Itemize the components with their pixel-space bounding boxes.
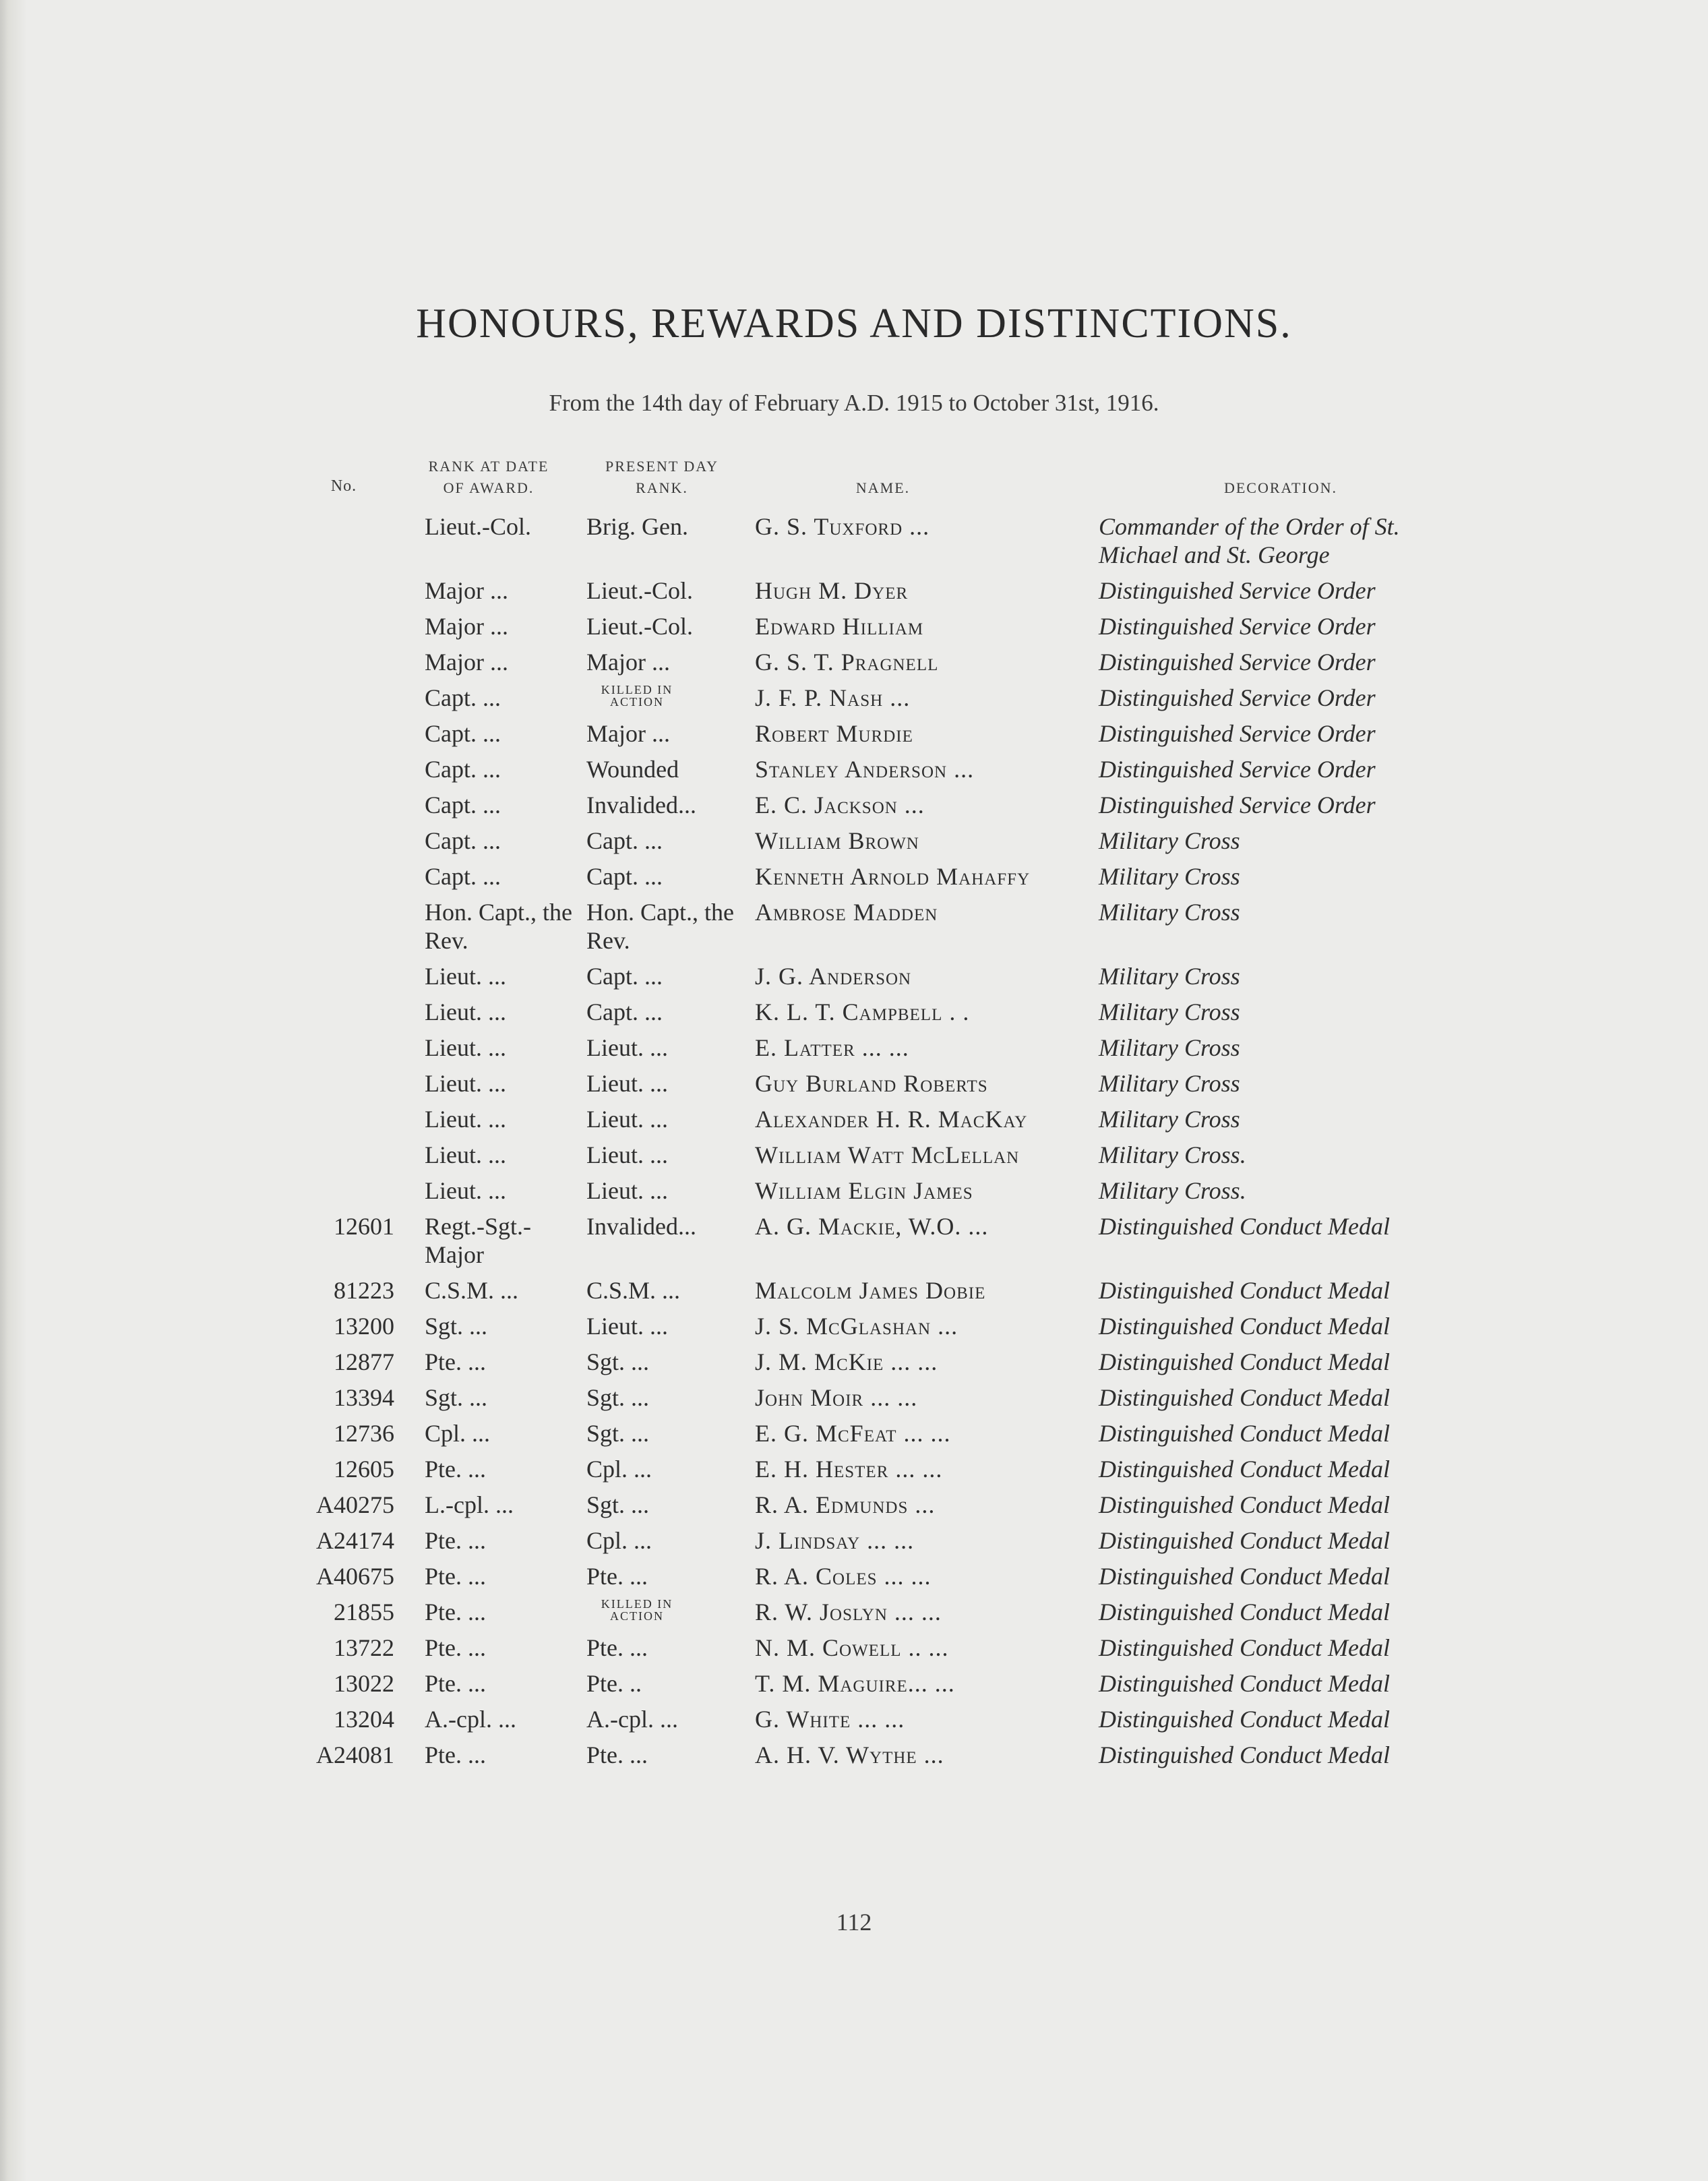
table-row [290,1594,1476,1630]
present-rank: Sgt. ... [586,1491,650,1518]
recipient-name: Ambrose Madden [755,899,938,926]
present-rank: Lieut. ... [586,1034,668,1061]
recipient-name: K. L. T. Campbell . . [755,998,970,1025]
page-number: 112 [836,1909,872,1936]
decoration: Military Cross [1099,963,1240,990]
present-rank: Invalided... [586,791,696,818]
decoration: Distinguished Conduct Medal [1099,1670,1390,1697]
table-row [290,1452,1476,1487]
service-number [290,1137,418,1173]
recipient-name: J. G. Anderson [755,963,912,990]
present-rank: Capt. ... [586,827,663,854]
rank-at-award: Pte. ... [425,1670,487,1697]
rank-at-award: Major ... [425,577,508,604]
present-rank: Pte. ... [586,1634,648,1661]
header-name: NAME. [855,479,911,496]
recipient-name: Stanley Anderson ... [755,756,975,783]
table-row [290,1523,1476,1559]
service-number [290,1030,418,1066]
present-rank: Invalided... [586,1213,696,1240]
rank-at-award: Lieut. ... [425,1106,506,1133]
present-rank: Lieut. ... [586,1106,668,1133]
decoration: Distinguished Conduct Medal [1099,1384,1390,1411]
rank-at-award: Lieut. ... [425,1070,506,1097]
service-number: 12736 [334,1420,394,1447]
present-rank: Sgt. ... [586,1420,650,1447]
present-rank: A.-cpl. ... [586,1706,678,1733]
service-number: 13200 [334,1313,394,1340]
table-row [290,994,1476,1030]
service-number: 13394 [334,1384,394,1411]
recipient-name: E. Latter ... ... [755,1034,909,1061]
present-rank: Capt. ... [586,863,663,890]
service-number [290,959,418,994]
decoration: Distinguished Conduct Medal [1099,1563,1390,1590]
service-number [290,645,418,680]
rank-at-award: Major ... [425,613,508,640]
table-row [290,680,1476,716]
service-number: A40275 [316,1491,394,1518]
table-row [290,1380,1476,1416]
recipient-name: Robert Murdie [755,720,913,747]
table-row [290,895,1476,959]
service-number: A24081 [316,1741,394,1768]
table-row [290,1344,1476,1380]
decoration: Distinguished Service Order [1099,720,1376,747]
service-number [290,509,418,573]
recipient-name: Kenneth Arnold Mahaffy [755,863,1031,890]
recipient-name: J. Lindsay ... ... [755,1527,915,1554]
service-number [290,680,418,716]
present-rank: C.S.M. ... [586,1277,681,1304]
rank-at-award: Cpl. ... [425,1420,491,1447]
table-row [290,1273,1476,1309]
header-decoration: DECORATION. [1223,479,1338,496]
rank-at-award: Hon. Capt., the Rev. [425,899,572,954]
recipient-name: Hugh M. Dyer [755,577,909,604]
service-number [290,994,418,1030]
table-row [290,1309,1476,1344]
recipient-name: R. W. Joslyn ... ... [755,1599,942,1625]
service-number: 81223 [334,1277,394,1304]
present-rank: Major ... [586,649,670,676]
table-row [290,645,1476,680]
rank-at-award: Sgt. ... [425,1384,488,1411]
service-number: A40675 [316,1563,394,1590]
recipient-name: G. S. Tuxford ... [755,513,930,540]
present-rank: Major ... [586,720,670,747]
service-number [290,1066,418,1102]
page-title: HONOURS, REWARDS AND DISTINCTIONS. [416,301,1292,347]
rank-at-award: Capt. ... [425,756,501,783]
table-row [290,1737,1476,1773]
rank-at-award: Pte. ... [425,1527,487,1554]
decoration: Distinguished Service Order [1099,577,1376,604]
recipient-name: E. H. Hester ... ... [755,1456,943,1483]
present-rank: Pte. ... [586,1563,648,1590]
service-number [290,859,418,895]
rank-at-award: Pte. ... [425,1348,487,1375]
table-row [290,1102,1476,1137]
table-row [290,959,1476,994]
present-rank: Lieut. ... [586,1313,668,1340]
service-number: A24174 [316,1527,394,1554]
rank-at-award: Pte. ... [425,1456,487,1483]
table-row [290,1209,1476,1273]
rank-at-award: Lieut. ... [425,1141,506,1168]
rank-at-award: Major ... [425,649,508,676]
decoration: Distinguished Conduct Medal [1099,1348,1390,1375]
table-row [290,1666,1476,1702]
rank-at-award: Sgt. ... [425,1313,488,1340]
decoration: Military Cross [1099,863,1240,890]
recipient-name: N. M. Cowell .. ... [755,1634,949,1661]
table-row [290,823,1476,859]
service-number [290,573,418,609]
rank-at-award: Pte. ... [425,1599,487,1625]
table-row [290,1559,1476,1594]
header-rank-at-award: RANK AT DATE OF AWARD. [428,458,549,496]
recipient-name: J. S. McGlashan ... [755,1313,958,1340]
decoration: Distinguished Conduct Medal [1099,1741,1390,1768]
recipient-name: William Brown [755,827,919,854]
present-rank: Lieut. ... [586,1177,668,1204]
rank-at-award: A.-cpl. ... [425,1706,516,1733]
table-row [290,716,1476,752]
table-row [290,1416,1476,1452]
decoration: Distinguished Conduct Medal [1099,1213,1390,1240]
decoration: Distinguished Service Order [1099,791,1376,818]
header-no: No. [330,477,357,495]
present-rank: Capt. ... [586,963,663,990]
decoration: Distinguished Conduct Medal [1099,1706,1390,1733]
table-row [290,609,1476,645]
table-row [290,573,1476,609]
rank-at-award: Lieut. ... [425,963,506,990]
recipient-name: J. F. P. Nash ... [755,684,911,711]
decoration: Military Cross. [1099,1141,1246,1168]
recipient-name: John Moir ... ... [755,1384,918,1411]
service-number [290,609,418,645]
rank-at-award: Pte. ... [425,1563,487,1590]
service-number [290,716,418,752]
table-row [290,1030,1476,1066]
table-row [290,752,1476,787]
recipient-name: Malcolm James Dobie [755,1277,986,1304]
service-number: 13204 [334,1706,394,1733]
header-present-rank: PRESENT DAY RANK. [605,458,719,496]
recipient-name: Guy Burland Roberts [755,1070,988,1097]
present-rank: Hon. Capt., the Rev. [586,899,734,954]
present-rank: KILLED IN ACTION [601,683,673,709]
decoration: Military Cross [1099,1034,1240,1061]
decoration: Distinguished Conduct Medal [1099,1313,1390,1340]
service-number: 12605 [334,1456,394,1483]
recipient-name: G. S. T. Pragnell [755,649,939,676]
decoration: Commander of the Order of St. Michael and St. George [1099,513,1400,568]
recipient-name: J. M. McKie ... ... [755,1348,938,1375]
rank-at-award: Capt. ... [425,791,501,818]
service-number: 21855 [334,1599,394,1625]
present-rank: KILLED IN ACTION [601,1597,673,1623]
decoration: Distinguished Conduct Medal [1099,1456,1390,1483]
service-number [290,752,418,787]
page-subtitle: From the 14th day of February A.D. 1915 to October 31st, 1916. [549,390,1159,416]
recipient-name: E. G. McFeat ... ... [755,1420,951,1447]
recipient-name: William Elgin James [755,1177,973,1204]
service-number [290,1173,418,1209]
service-number: 12601 [334,1213,394,1240]
rank-at-award: L.-cpl. ... [425,1491,514,1518]
decoration: Military Cross [1099,1070,1240,1097]
service-number: 13722 [334,1634,394,1661]
present-rank: Cpl. ... [586,1456,652,1483]
decoration: Distinguished Conduct Medal [1099,1420,1390,1447]
table-row [290,1137,1476,1173]
service-number [290,895,418,959]
present-rank: Lieut. ... [586,1141,668,1168]
decoration: Distinguished Service Order [1099,613,1376,640]
recipient-name: Alexander H. R. MacKay [755,1106,1028,1133]
recipient-name: R. A. Edmunds ... [755,1491,936,1518]
table-row [290,1173,1476,1209]
decoration: Military Cross [1099,998,1240,1025]
decoration: Distinguished Service Order [1099,684,1376,711]
decoration: Distinguished Conduct Medal [1099,1277,1390,1304]
rank-at-award: Capt. ... [425,720,501,747]
present-rank: Lieut. ... [586,1070,668,1097]
decoration: Distinguished Conduct Medal [1099,1599,1390,1625]
decoration: Military Cross. [1099,1177,1246,1204]
present-rank: Brig. Gen. [586,513,688,540]
service-number: 13022 [334,1670,394,1697]
rank-at-award: Lieut.-Col. [425,513,531,540]
decoration: Distinguished Conduct Medal [1099,1491,1390,1518]
decoration: Military Cross [1099,827,1240,854]
present-rank: Lieut.-Col. [586,577,693,604]
rank-at-award: Pte. ... [425,1634,487,1661]
table-row [290,1630,1476,1666]
table-row [290,1702,1476,1737]
rank-at-award: Pte. ... [425,1741,487,1768]
rank-at-award: C.S.M. ... [425,1277,519,1304]
decoration: Distinguished Service Order [1099,756,1376,783]
decoration: Distinguished Conduct Medal [1099,1634,1390,1661]
recipient-name: A. G. Mackie, W.O. ... [755,1213,989,1240]
present-rank: Pte. ... [586,1741,648,1768]
recipient-name: Edward Hilliam [755,613,924,640]
rank-at-award: Lieut. ... [425,1177,506,1204]
recipient-name: E. C. Jackson ... [755,791,925,818]
table-row [290,1066,1476,1102]
decoration: Military Cross [1099,1106,1240,1133]
present-rank: Sgt. ... [586,1348,650,1375]
present-rank: Capt. ... [586,998,663,1025]
recipient-name: T. M. Maguire... ... [755,1670,955,1697]
decoration: Military Cross [1099,899,1240,926]
service-number: 12877 [334,1348,394,1375]
table-row [290,509,1476,573]
rank-at-award: Capt. ... [425,827,501,854]
rank-at-award: Lieut. ... [425,1034,506,1061]
service-number [290,823,418,859]
service-number [290,1102,418,1137]
present-rank: Pte. .. [586,1670,642,1697]
recipient-name: G. White ... ... [755,1706,905,1733]
rank-at-award: Capt. ... [425,863,501,890]
present-rank: Wounded [586,756,679,783]
table-row [290,859,1476,895]
rank-at-award: Capt. ... [425,684,501,711]
service-number [290,787,418,823]
recipient-name: A. H. V. Wythe ... [755,1741,944,1768]
decoration: Distinguished Service Order [1099,649,1376,676]
decoration: Distinguished Conduct Medal [1099,1527,1390,1554]
rank-at-award: Lieut. ... [425,998,506,1025]
recipient-name: William Watt McLellan [755,1141,1020,1168]
present-rank: Lieut.-Col. [586,613,693,640]
rank-at-award: Regt.-Sgt.-Major [425,1213,531,1268]
present-rank: Sgt. ... [586,1384,650,1411]
table-row [290,787,1476,823]
table-row [290,1487,1476,1523]
awards-table [290,509,1476,1773]
present-rank: Cpl. ... [586,1527,652,1554]
recipient-name: R. A. Coles ... ... [755,1563,932,1590]
